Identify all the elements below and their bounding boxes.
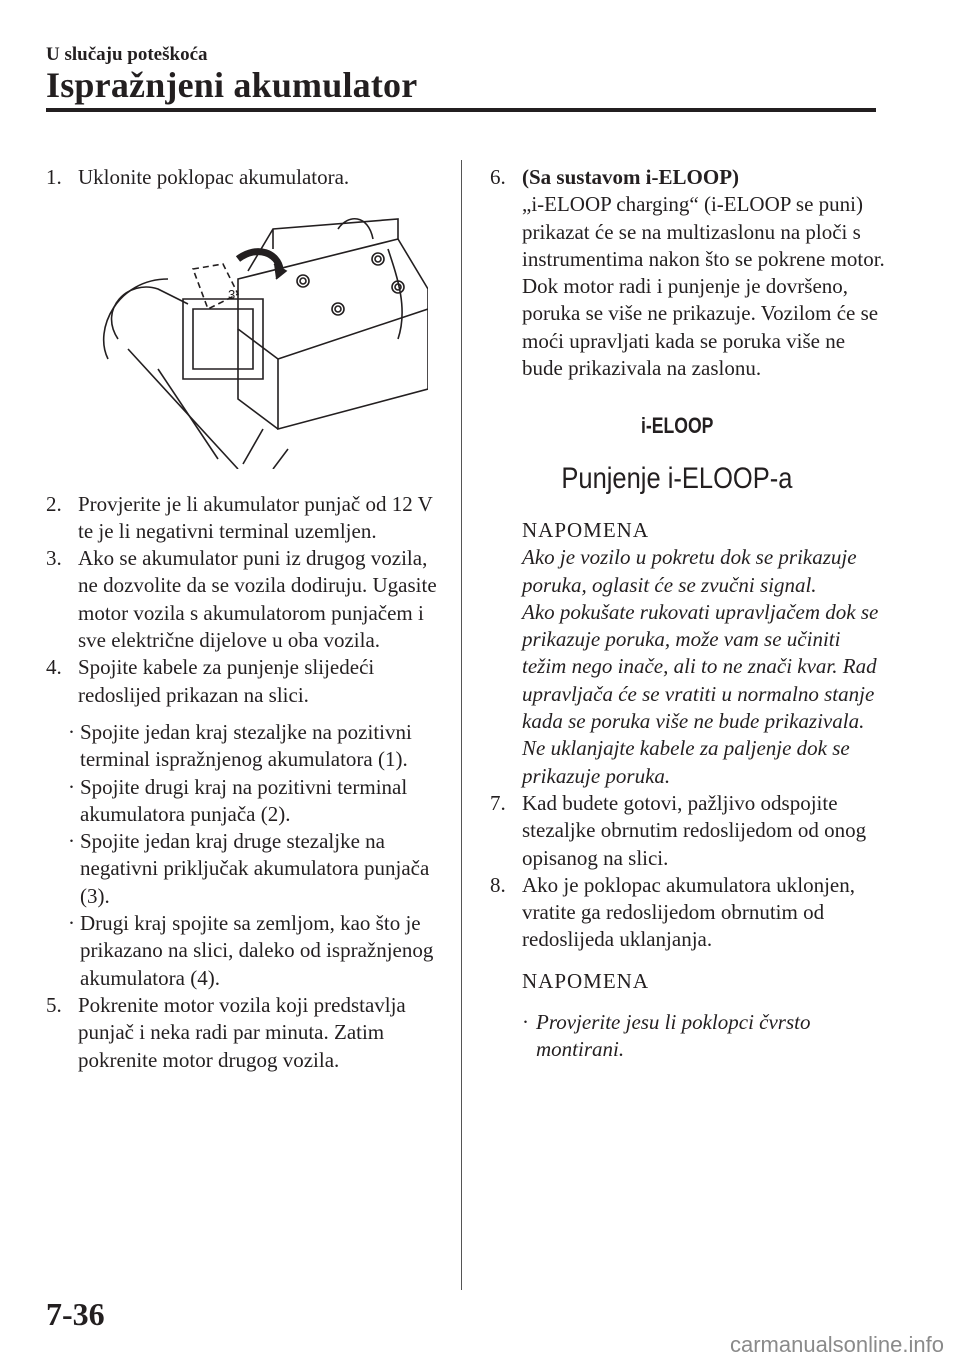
step-number: 4.	[46, 655, 62, 680]
step-text: Provjerite je li akumulator punjač od 12 V te je li negativni terminal uzemljen.	[78, 491, 433, 543]
figure-label: 3	[228, 287, 236, 303]
i-eloop-logo-icon: i-ELOOP	[640, 413, 714, 439]
bullet-dot-icon: ·	[68, 774, 75, 799]
step-1	[46, 164, 446, 191]
step-number: 3.	[46, 546, 62, 571]
bullet-dot-icon: ·	[68, 719, 75, 744]
right-column	[490, 164, 890, 1064]
bullet-text: Spojite jedan kraj stezaljke na pozitivni terminal ispražnjenog akumulatora (1).	[80, 719, 412, 772]
step-heading: (Sa sustavom i-ELOOP)	[522, 165, 740, 189]
step-number: 2.	[46, 491, 62, 516]
battery-cover-illustration	[98, 209, 428, 469]
note-text: Ako je vozilo u pokretu dok se prikazuje poruka, oglasit će se zvučni signal.	[522, 545, 857, 597]
step-text: Spojite kabele za punjenje slijedeći redoslijed prikazan na slici.	[78, 655, 375, 707]
title-rule	[46, 108, 876, 112]
left-column	[46, 164, 446, 1074]
display-message: Punjenje i-ELOOP-a	[561, 461, 793, 495]
step-text: Pokrenite motor vozila koji predstavlja punjač i neka radi par minuta. Zatim pokrenite motor drugog vozila.	[78, 992, 406, 1072]
list-item	[68, 719, 446, 774]
list-item	[68, 828, 446, 910]
step-number: 7.	[490, 790, 506, 815]
step-number: 1.	[46, 165, 62, 189]
step-text: Ako je poklopac akumulatora uklonjen, vratite ga redoslijedom obrnutim od redoslijeda uklanjanja.	[522, 872, 855, 952]
watermark: carmanualsonline.info	[729, 1332, 944, 1357]
note-bullet	[522, 1009, 890, 1064]
page-title: Ispražnjeni akumulator	[46, 65, 418, 105]
section-label: U slučaju poteškoća	[46, 44, 208, 65]
step-4	[46, 654, 446, 709]
bullet-text: Drugi kraj spojite sa zemljom, kao što je prikazano na slici, daleko od ispražnjenog akumulatora (4).	[80, 911, 434, 990]
step-text: Uklonite poklopac akumulatora.	[78, 165, 350, 189]
list-item	[68, 910, 446, 992]
i-eloop-display	[522, 412, 832, 495]
note-label: NAPOMENA	[522, 968, 650, 993]
step-5	[46, 992, 446, 1074]
step-7	[490, 790, 890, 872]
step-number: 8.	[490, 872, 506, 897]
note-text: Ako pokušate rukovati upravljačem dok se prikazuje poruka, može vam se učiniti težim nego inače, ali to ne znači kvar. Rad upravljača će se vratiti u normalno stanje kada se poruka više ne bude prikazivala. Ne uklanjajte kabele za paljenje dok se prikazuje poruka.	[522, 599, 879, 788]
step-3	[46, 545, 446, 654]
bullet-dot-icon: ·	[522, 1010, 529, 1035]
step-6	[490, 164, 890, 382]
bullet-dot-icon: ·	[68, 911, 75, 936]
bullet-dot-icon: ·	[68, 829, 75, 854]
step-number: 6.	[490, 165, 506, 189]
bullet-text: Spojite drugi kraj na pozitivni terminal akumulatora punjača (2).	[80, 774, 408, 826]
step-text: Ako se akumulator puni iz drugog vozila, ne dozvolite da se vozila dodiruju. Ugasite motor vozila s akumulatorom punjačem i sve električne dijelove u oba vozila.	[78, 546, 437, 653]
note-label: NAPOMENA	[522, 517, 650, 542]
step-2	[46, 491, 446, 546]
note-bullet-text: Provjerite jesu li poklopci čvrsto montirani.	[536, 1010, 811, 1062]
column-divider	[461, 160, 462, 1290]
step-8	[490, 872, 890, 954]
list-item	[68, 774, 446, 829]
step-text: Kad budete gotovi, pažljivo odspojite stezaljke obrnutim redoslijedom od onog opisanog na slici.	[522, 790, 867, 870]
page-number: 7-36	[46, 1296, 105, 1332]
bullet-text: Spojite jedan kraj druge stezaljke na negativni priključak akumulatora punjača (3).	[80, 829, 430, 908]
step-text: „i-ELOOP charging“ (i-ELOOP se puni) prikazat će se na multizaslonu na ploči s instrumentima nakon što se pokrene motor. Dok motor radi i punjenje je dovršeno, poruka se više ne prikazuje. Vozilom će se moći upravljati kada se poruka više ne bude prikazivala na zaslonu.	[522, 192, 885, 381]
step-number: 5.	[46, 992, 62, 1017]
